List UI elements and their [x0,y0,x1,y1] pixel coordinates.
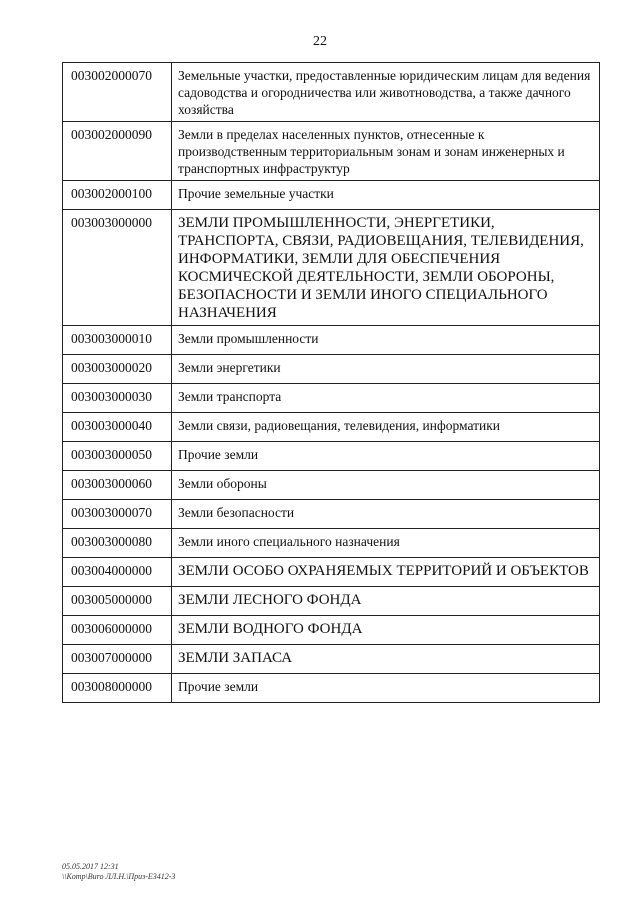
table-row [63,442,600,471]
row-code: 003008000000 [63,674,172,703]
row-description: Земли иного специального назначения [172,529,600,558]
row-description: Земельные участки, предоставленные юридическим лицам для ведения садоводства и огородничества или животноводства, а также дачного хозяйства [172,63,600,122]
row-code: 003003000020 [63,355,172,384]
row-code: 003003000010 [63,326,172,355]
row-description: Земли в пределах населенных пунктов, отнесенные к производственным территориальным зонам и зонам инженерных и транспортных инфраструктур [172,122,600,181]
row-description: ЗЕМЛИ ПРОМЫШЛЕННОСТИ, ЭНЕРГЕТИКИ, ТРАНСПОРТА, СВЯЗИ, РАДИОВЕЩАНИЯ, ТЕЛЕВИДЕНИЯ, ИНФОРМАТИКИ, ЗЕМЛИ ДЛЯ ОБЕСПЕЧЕНИЯ КОСМИЧЕСКОЙ ДЕЯТЕЛЬНОСТИ, ЗЕМЛИ ОБОРОНЫ, БЕЗОПАСНОСТИ И ЗЕМЛИ ИНОГО СПЕЦИАЛЬНОГО НАЗНАЧЕНИЯ [172,210,600,326]
row-description: Земли промышленности [172,326,600,355]
row-code: 003003000060 [63,471,172,500]
row-code: 003002000100 [63,181,172,210]
row-description: ЗЕМЛИ ОСОБО ОХРАНЯЕМЫХ ТЕРРИТОРИЙ И ОБЪЕКТОВ [172,558,600,587]
table-row [63,471,600,500]
row-description: Земли обороны [172,471,600,500]
row-code: 003005000000 [63,587,172,616]
table-row [63,529,600,558]
row-description: ЗЕМЛИ ЗАПАСА [172,645,600,674]
table-row [63,210,600,326]
row-description: Прочие земли [172,674,600,703]
table-row [63,384,600,413]
row-description: Прочие земли [172,442,600,471]
table-row [63,616,600,645]
table-row [63,63,600,122]
row-code: 003003000000 [63,210,172,326]
row-code: 003003000080 [63,529,172,558]
row-code: 003003000070 [63,500,172,529]
table-row [63,413,600,442]
footer-path: \\Komp\Buro ЛЛ.Н.\Приз-E3412-3 [62,872,176,881]
row-code: 003006000000 [63,616,172,645]
row-code: 003002000090 [63,122,172,181]
footer-stamp [62,862,175,882]
table-row [63,558,600,587]
page-number: 22 [313,34,327,49]
footer-date: 05.05.2017 12:31 [62,862,119,871]
row-description: Земли транспорта [172,384,600,413]
row-description: ЗЕМЛИ ЛЕСНОГО ФОНДА [172,587,600,616]
table-row [63,122,600,181]
row-description: Земли безопасности [172,500,600,529]
table-row [63,181,600,210]
row-description: Земли связи, радиовещания, телевидения, информатики [172,413,600,442]
table-row [63,587,600,616]
row-code: 003003000040 [63,413,172,442]
table-row [63,326,600,355]
row-description: Прочие земельные участки [172,181,600,210]
classification-table [62,62,600,703]
table-row [63,500,600,529]
table-row [63,645,600,674]
row-description: ЗЕМЛИ ВОДНОГО ФОНДА [172,616,600,645]
row-code: 003007000000 [63,645,172,674]
row-description: Земли энергетики [172,355,600,384]
table-row [63,674,600,703]
row-code: 003004000000 [63,558,172,587]
table-row [63,355,600,384]
row-code: 003002000070 [63,63,172,122]
row-code: 003003000050 [63,442,172,471]
row-code: 003003000030 [63,384,172,413]
